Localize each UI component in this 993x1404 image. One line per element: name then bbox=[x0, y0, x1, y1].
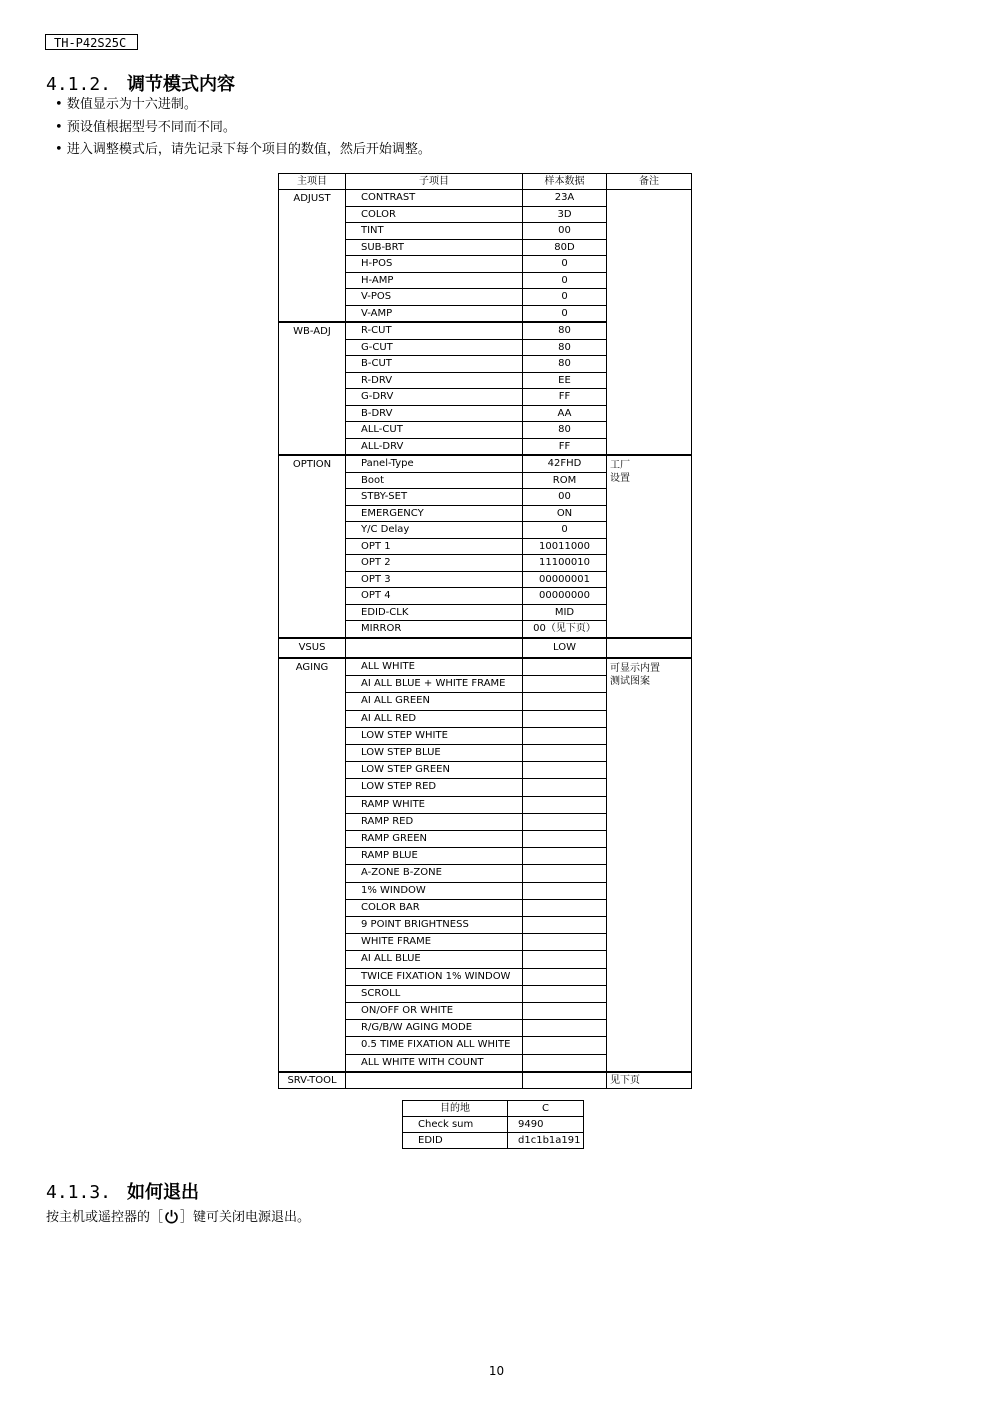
page-number: 10 bbox=[488, 1364, 505, 1378]
sub-item-label bbox=[346, 1072, 523, 1089]
power-icon bbox=[164, 1209, 179, 1228]
checksum-table bbox=[402, 1100, 584, 1149]
sample-value: EE bbox=[523, 372, 607, 389]
sub-item-label: H-AMP bbox=[346, 272, 523, 289]
sample-value: 80D bbox=[523, 239, 607, 256]
sample-value bbox=[523, 1037, 607, 1054]
sub-item-label: R/G/B/W AGING MODE bbox=[346, 1020, 523, 1037]
destination-value: C bbox=[508, 1101, 584, 1117]
section-heading-413 bbox=[46, 1178, 199, 1204]
sample-value bbox=[523, 951, 607, 968]
sub-item-label: COLOR bbox=[346, 206, 523, 223]
header-remarks: 备注 bbox=[607, 174, 692, 190]
sub-item-label: CONTRAST bbox=[346, 190, 523, 207]
sub-item-label: RAMP RED bbox=[346, 813, 523, 830]
sub-item-label: OPT 3 bbox=[346, 571, 523, 588]
main-item-wbadj: WB-ADJ bbox=[279, 322, 346, 455]
edid-label: EDID bbox=[403, 1133, 508, 1149]
table-header-row bbox=[279, 174, 692, 190]
sub-item-label: ALL-DRV bbox=[346, 438, 523, 455]
checksum-value: 9490 bbox=[508, 1117, 584, 1133]
section-number: 4.1.2. bbox=[46, 74, 112, 95]
sample-value: LOW bbox=[523, 638, 607, 659]
exit-instruction bbox=[46, 1206, 310, 1228]
header-main-item: 主项目 bbox=[279, 174, 346, 190]
sample-value bbox=[523, 710, 607, 727]
sub-item-label: COLOR BAR bbox=[346, 899, 523, 916]
sub-item-label: B-DRV bbox=[346, 405, 523, 422]
sub-item-label: RAMP BLUE bbox=[346, 848, 523, 865]
sample-value: 42FHD bbox=[523, 455, 607, 472]
sub-item-label: EMERGENCY bbox=[346, 505, 523, 522]
sample-value bbox=[523, 745, 607, 762]
sub-item-label: SCROLL bbox=[346, 985, 523, 1002]
sample-value: 80 bbox=[523, 339, 607, 356]
sample-value: ON bbox=[523, 505, 607, 522]
sub-item-label: SUB-BRT bbox=[346, 239, 523, 256]
sub-item-label: A-ZONE B-ZONE bbox=[346, 865, 523, 882]
sub-item-label: 9 POINT BRIGHTNESS bbox=[346, 917, 523, 934]
note-item: • 预设值根据型号不同而不同。 bbox=[55, 117, 431, 140]
sub-item-label: ALL WHITE WITH COUNT bbox=[346, 1054, 523, 1072]
sample-value bbox=[523, 899, 607, 916]
sample-value bbox=[523, 848, 607, 865]
destination-label: 目的地 bbox=[403, 1101, 508, 1117]
sub-item-label: STBY-SET bbox=[346, 489, 523, 506]
table-row bbox=[279, 455, 692, 472]
sub-item-label: LOW STEP GREEN bbox=[346, 762, 523, 779]
remarks-option: 工厂 设置 bbox=[607, 455, 692, 638]
sub-item-label: G-CUT bbox=[346, 339, 523, 356]
sample-value bbox=[523, 917, 607, 934]
notes-list bbox=[55, 94, 431, 162]
sub-item-label: AI ALL GREEN bbox=[346, 693, 523, 710]
adjustment-table bbox=[278, 173, 692, 1089]
sub-item-label: Boot bbox=[346, 472, 523, 489]
sub-item-label: OPT 2 bbox=[346, 555, 523, 572]
sub-item-label: LOW STEP BLUE bbox=[346, 745, 523, 762]
sub-item-label: RAMP WHITE bbox=[346, 796, 523, 813]
table-row bbox=[279, 658, 692, 676]
sample-value bbox=[523, 796, 607, 813]
sub-item-label: V-AMP bbox=[346, 305, 523, 322]
sample-value bbox=[523, 658, 607, 676]
sub-item-label: EDID-CLK bbox=[346, 604, 523, 621]
sub-item-label: AI ALL BLUE bbox=[346, 951, 523, 968]
checksum-label: Check sum bbox=[403, 1117, 508, 1133]
sub-item-label: V-POS bbox=[346, 289, 523, 306]
sample-value: 11100010 bbox=[523, 555, 607, 572]
sub-item-label: Panel-Type bbox=[346, 455, 523, 472]
main-item-aging: AGING bbox=[279, 658, 346, 1072]
sub-item-label bbox=[346, 638, 523, 659]
sample-value bbox=[523, 882, 607, 899]
sub-item-label: G-DRV bbox=[346, 389, 523, 406]
sample-value: 0 bbox=[523, 305, 607, 322]
sub-item-label: 0.5 TIME FIXATION ALL WHITE bbox=[346, 1037, 523, 1054]
section-title: 调节模式内容 bbox=[127, 74, 236, 95]
remarks-vsus bbox=[607, 638, 692, 659]
main-item-vsus: VSUS bbox=[279, 638, 346, 659]
note-item: • 数值显示为十六进制。 bbox=[55, 94, 431, 117]
sub-item-label: TWICE FIXATION 1% WINDOW bbox=[346, 968, 523, 985]
sample-value: 3D bbox=[523, 206, 607, 223]
remarks-srv: 见下页 bbox=[607, 1072, 692, 1089]
remarks-aging: 可显示内置 测试图案 bbox=[607, 658, 692, 1072]
sample-value bbox=[523, 813, 607, 830]
table-row bbox=[279, 190, 692, 207]
sub-item-label: H-POS bbox=[346, 256, 523, 273]
sub-item-label: RAMP GREEN bbox=[346, 831, 523, 848]
remarks-adjust bbox=[607, 190, 692, 456]
sub-item-label: WHITE FRAME bbox=[346, 934, 523, 951]
sample-value: FF bbox=[523, 438, 607, 455]
table-row bbox=[403, 1117, 584, 1133]
sample-value bbox=[523, 762, 607, 779]
sample-value bbox=[523, 985, 607, 1002]
sample-value: 0 bbox=[523, 522, 607, 539]
note-item: • 进入调整模式后，请先记录下每个项目的数值，然后开始调整。 bbox=[55, 139, 431, 162]
sample-value: AA bbox=[523, 405, 607, 422]
sub-item-label: Y/C Delay bbox=[346, 522, 523, 539]
main-item-option: OPTION bbox=[279, 455, 346, 638]
sample-value bbox=[523, 1020, 607, 1037]
edid-value: d1c1b1a191 bbox=[508, 1133, 584, 1149]
sub-item-label: ALL WHITE bbox=[346, 658, 523, 676]
header-sub-item: 子项目 bbox=[346, 174, 523, 190]
table-row bbox=[403, 1133, 584, 1149]
sub-item-label: R-DRV bbox=[346, 372, 523, 389]
sample-value: MID bbox=[523, 604, 607, 621]
table-row bbox=[279, 638, 692, 659]
sample-value bbox=[523, 831, 607, 848]
sample-value: 0 bbox=[523, 256, 607, 273]
sub-item-label: OPT 1 bbox=[346, 538, 523, 555]
sample-value: ROM bbox=[523, 472, 607, 489]
sample-value bbox=[523, 1054, 607, 1072]
model-number: TH-P42S25C bbox=[45, 34, 138, 50]
sample-value: 00（见下页） bbox=[523, 621, 607, 638]
sample-value: FF bbox=[523, 389, 607, 406]
sub-item-label: MIRROR bbox=[346, 621, 523, 638]
sub-item-label: TINT bbox=[346, 223, 523, 240]
sample-value bbox=[523, 1072, 607, 1089]
sample-value: 23A bbox=[523, 190, 607, 207]
sub-item-label: B-CUT bbox=[346, 356, 523, 373]
sub-item-label: ALL-CUT bbox=[346, 422, 523, 439]
sample-value: 0 bbox=[523, 289, 607, 306]
header-sample-data: 样本数据 bbox=[523, 174, 607, 190]
section-heading-412 bbox=[46, 70, 235, 96]
section-title: 如何退出 bbox=[127, 1182, 200, 1203]
sample-value: 0 bbox=[523, 272, 607, 289]
sample-value: 00 bbox=[523, 489, 607, 506]
sub-item-label: 1% WINDOW bbox=[346, 882, 523, 899]
sample-value bbox=[523, 865, 607, 882]
sample-value: 80 bbox=[523, 422, 607, 439]
sub-item-label: AI ALL RED bbox=[346, 710, 523, 727]
sub-item-label: LOW STEP WHITE bbox=[346, 727, 523, 744]
sample-value bbox=[523, 968, 607, 985]
main-item-adjust: ADJUST bbox=[279, 190, 346, 323]
sample-value bbox=[523, 676, 607, 693]
instruction-text-end: ］键可关闭电源退出。 bbox=[180, 1210, 311, 1225]
sample-value: 10011000 bbox=[523, 538, 607, 555]
sample-value bbox=[523, 779, 607, 796]
sample-value: 00000001 bbox=[523, 571, 607, 588]
table-row bbox=[279, 1072, 692, 1089]
section-number: 4.1.3. bbox=[46, 1182, 112, 1203]
sub-item-label: LOW STEP RED bbox=[346, 779, 523, 796]
sample-value: 80 bbox=[523, 356, 607, 373]
sub-item-label: OPT 4 bbox=[346, 588, 523, 605]
sample-value bbox=[523, 934, 607, 951]
instruction-text-start: 按主机或遥控器的［ bbox=[46, 1210, 164, 1225]
sub-item-label: ON/OFF OR WHITE bbox=[346, 1003, 523, 1020]
sample-value bbox=[523, 727, 607, 744]
main-item-srv: SRV-TOOL bbox=[279, 1072, 346, 1089]
sample-value: 00000000 bbox=[523, 588, 607, 605]
sample-value bbox=[523, 693, 607, 710]
sample-value: 00 bbox=[523, 223, 607, 240]
checksum-header-row bbox=[403, 1101, 584, 1117]
sub-item-label: R-CUT bbox=[346, 322, 523, 339]
sample-value: 80 bbox=[523, 322, 607, 339]
sub-item-label: AI ALL BLUE + WHITE FRAME bbox=[346, 676, 523, 693]
sample-value bbox=[523, 1003, 607, 1020]
